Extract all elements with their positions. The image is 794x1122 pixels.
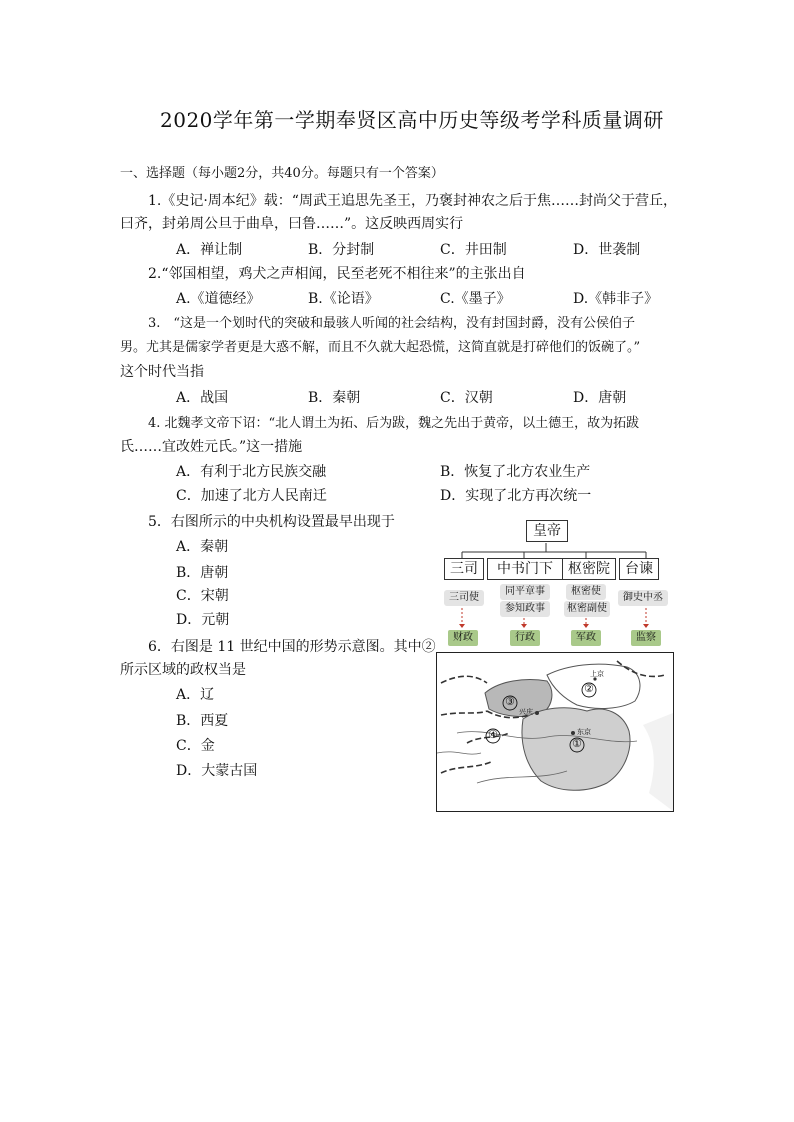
q4-option-b: B．恢复了北方农业生产: [440, 464, 591, 480]
q4-option-c: C．加速了北方人民南迁: [176, 488, 327, 504]
q6-line1: 6．右图是 11 世纪中国的形势示意图。其中②: [148, 639, 436, 655]
q6-line2: 所示区域的政权当是: [120, 662, 246, 678]
q1-option-a: A．禅让制: [176, 242, 243, 258]
q1-option-d: D．世袭制: [573, 242, 641, 258]
map-city-xingqing: 兴庆: [519, 708, 533, 716]
q1-option-b: B．分封制: [308, 242, 375, 258]
org-official-shumishi: 枢密使: [566, 584, 606, 600]
q5-option-c: C．宋朝: [176, 588, 229, 604]
song-era-map: [436, 652, 674, 812]
q5-option-d: D．元朝: [176, 612, 230, 628]
q3-line3: 这个时代当指: [120, 364, 204, 380]
org-function-caizheng: 财政: [448, 630, 478, 646]
q6-option-d: D．大蒙古国: [176, 763, 258, 779]
q2-option-a: A.《道德经》: [176, 291, 261, 307]
org-official-canzhizhengshi: 参知政事: [500, 601, 550, 617]
q6-option-c: C．金: [176, 738, 215, 754]
q2-option-d: D.《韩非子》: [573, 291, 659, 307]
map-graphic: [437, 653, 673, 811]
q1-line2: 曰齐，封弟周公旦于曲阜，曰鲁……”。这反映西周实行: [120, 216, 464, 232]
q2-line1: 2.“邻国相望，鸡犬之声相闻，民至老死不相往来”的主张出自: [148, 266, 526, 282]
org-branch-sansi: 三司: [444, 558, 484, 580]
q4-line2: 氏……宜改姓元氏。”这一措施: [120, 439, 303, 455]
org-function-junzheng: 军政: [571, 630, 601, 646]
map-marker-4: ④: [488, 728, 498, 741]
q2-option-b: B.《论语》: [308, 291, 379, 307]
q2-option-c: C.《墨子》: [440, 291, 511, 307]
map-marker-1: ①: [572, 737, 582, 750]
q5-line1: 5．右图所示的中央机构设置最早出现于: [148, 514, 395, 530]
map-city-dongjing: 东京: [577, 728, 591, 736]
org-branch-zhongshumenxia: 中书门下: [487, 558, 563, 580]
org-function-jiancha: 监察: [631, 630, 661, 646]
q3-option-d: D．唐朝: [573, 390, 627, 406]
q6-option-b: B．西夏: [176, 713, 229, 729]
org-official-yushizhongcheng: 御史中丞: [618, 590, 668, 606]
q5-option-a: A．秦朝: [176, 539, 229, 555]
org-official-shumifushi: 枢密副使: [564, 601, 610, 617]
map-marker-3: ③: [505, 695, 515, 708]
q3-line2: 男。尤其是儒家学者更是大惑不解，而且不久就大起恐慌，这简直就是打碎他们的饭碗了。”: [120, 340, 641, 355]
q5-option-b: B．唐朝: [176, 565, 229, 581]
page-title: 2020学年第一学期奉贤区高中历史等级考学科质量调研: [160, 108, 664, 132]
org-branch-taijian: 台谏: [619, 558, 659, 580]
q1-option-c: C．井田制: [440, 242, 507, 258]
section-heading: 一、选择题（每小题2分，共40分。每题只有一个答案）: [120, 166, 444, 181]
q4-option-d: D．实现了北方再次统一: [440, 488, 592, 504]
map-marker-2: ②: [584, 682, 594, 695]
org-official-sansishi: 三司使: [444, 590, 484, 606]
org-official-tongpingzhangshi: 同平章事: [500, 584, 550, 600]
q3-option-a: A．战国: [176, 390, 229, 406]
q1-line1: 1.《史记·周本纪》载：“周武王追思先圣王，乃褒封神农之后于焦……封尚父于营丘，: [148, 193, 677, 209]
map-city-shangjing: 上京: [590, 670, 604, 678]
q4-option-a: A．有利于北方民族交融: [176, 464, 327, 480]
q3-line1: 3. “这是一个划时代的突破和最骇人听闻的社会结构，没有封国封爵，没有公侯伯子: [148, 316, 636, 331]
q6-option-a: A．辽: [176, 687, 215, 703]
q4-line1: 4. 北魏孝文帝下诏：“北人谓土为拓、后为跋，魏之先出于黄帝，以土德王，故为拓跋: [148, 416, 640, 431]
org-emperor-box: 皇帝: [526, 520, 568, 542]
q3-option-c: C．汉朝: [440, 390, 493, 406]
q3-option-b: B．秦朝: [308, 390, 361, 406]
org-function-xingzheng: 行政: [510, 630, 540, 646]
org-branch-shumiyuan: 枢密院: [562, 558, 616, 580]
